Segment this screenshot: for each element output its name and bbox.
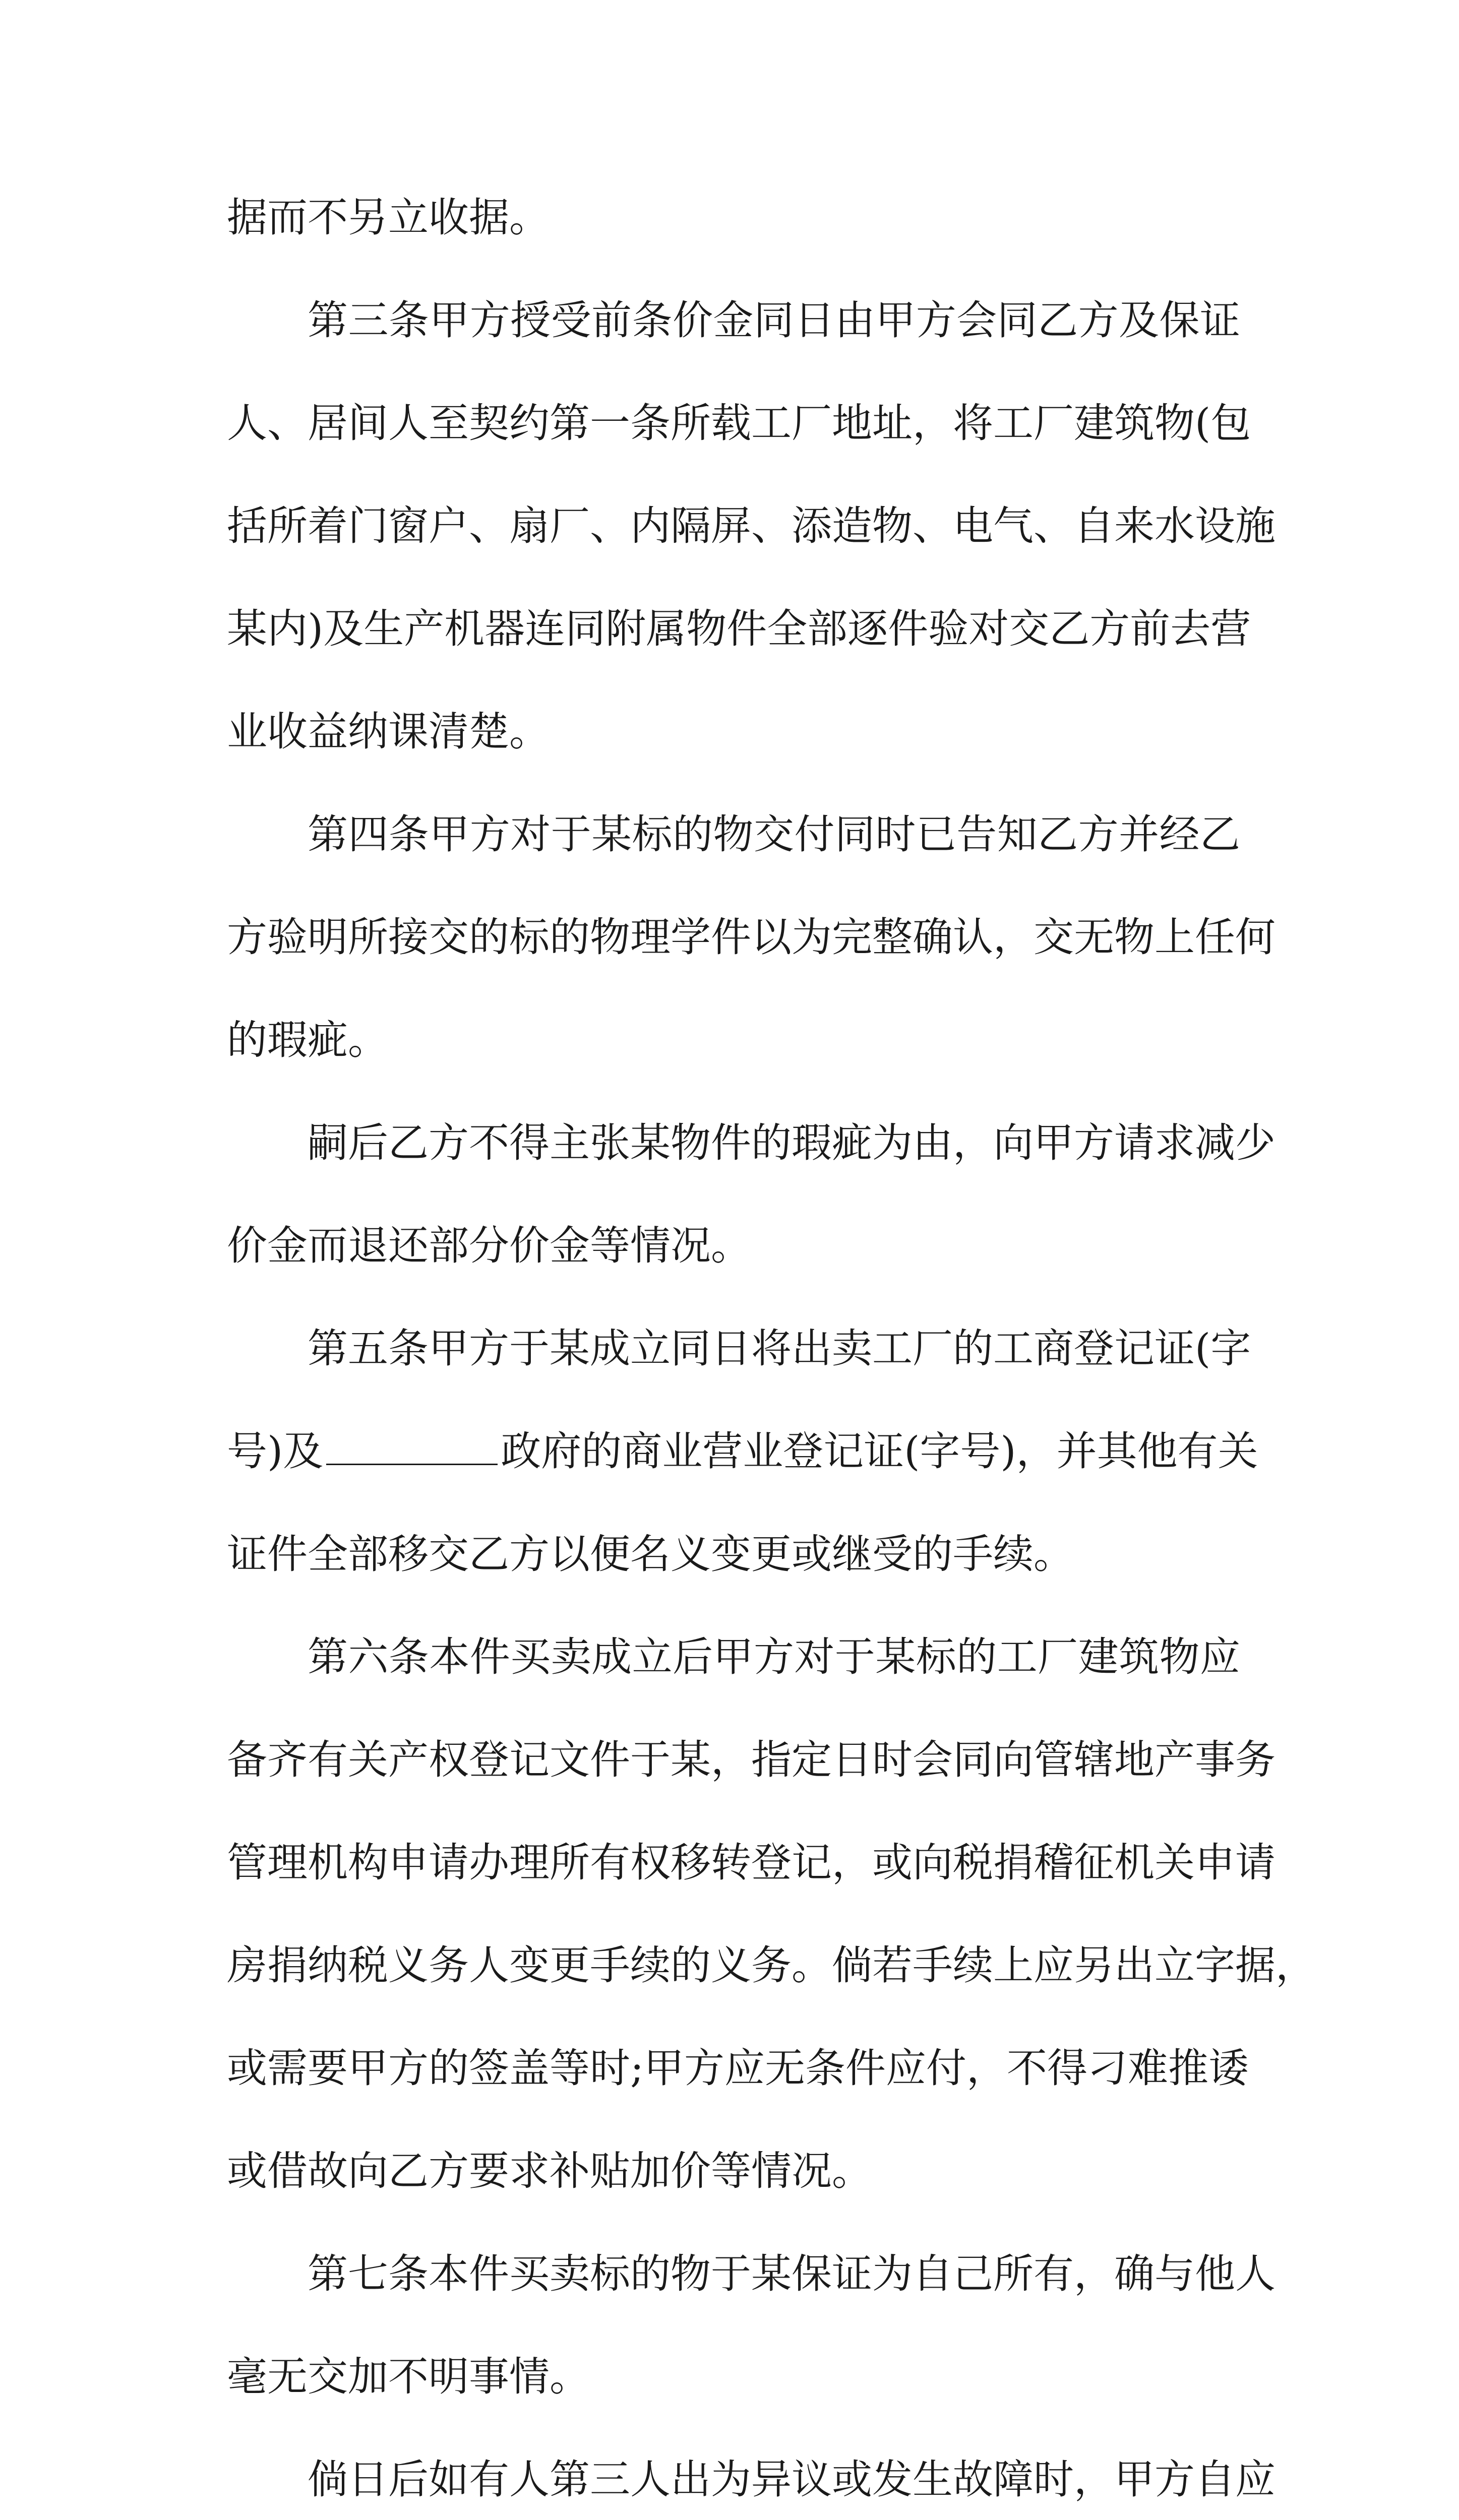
text-line: 嗣后乙方不得主张某物件的瑕疵为由，向甲方请求减少: [308, 1119, 1275, 1166]
text-line: 价金而退还部分价金等情况。: [227, 1222, 751, 1269]
text-line: 倘日后如有人第三人出为异议或发生故障时，甲方自应: [308, 2456, 1275, 2503]
text-line: 的瑕疵。: [227, 1017, 388, 1063]
article-7-line: 第七条本件买卖标的物于某保证为自己所有，确与他人: [308, 2250, 1275, 2297]
article-3-line: 第三条甲方授受前条价金同日由甲方会同乙方及保证: [308, 297, 1240, 344]
fill-in-blank: [326, 1433, 498, 1465]
contract-text-body: [227, 166, 1316, 2520]
text-line: 方验明所接交的标的物理学件以为完整确认，交无物上任何: [227, 914, 1275, 961]
text-segment: 政府的商业营业登记证(字号)，并其他有关: [501, 1428, 1258, 1475]
text-line: 或借故向乙方要求补贴加价等情况。: [227, 2148, 872, 2194]
text-line: 备齐有关产权登记文件于某，指定日时会同向管辖地产事务: [227, 1736, 1275, 1783]
text-line: 业收益纳课清楚。: [227, 708, 550, 755]
text-segment: 号)及: [227, 1428, 324, 1475]
article-5-line: 第五条甲方于某成立同日将出卖工厂的工商登记证(字: [308, 1325, 1251, 1372]
text-line: 或需要甲方的签盖等时;甲方应无条件应付，不得刁难推诿: [227, 2045, 1249, 2092]
article-4-line: 第四条甲方对于某标的物交付同时已告知乙方并经乙: [308, 811, 1240, 858]
article-6-line: 第六条本件买卖成立后甲方对于某标的工厂建筑物应: [308, 1633, 1240, 1680]
text-line: 毫无交加不明事情。: [227, 2353, 590, 2400]
text-line: 据而不另立收据。: [227, 194, 550, 241]
text-line: 括所着门窗户、扇厂、内隔屏、添造物、电气、自来水设施: [227, 502, 1275, 549]
text-line: 人、居间人至契约第一条所载工厂地址，将工厂建筑物(包: [227, 400, 1251, 447]
text-line-with-blank: [227, 1400, 1258, 1503]
text-line: 某内)及生产机器连同附属物件全部逐件验对交乙方前去营: [227, 605, 1251, 652]
text-line: 管理机构申请办理所有权移转登记，或向税捐稽征机关申请: [227, 1839, 1275, 1886]
text-line: 房捐纳税义务人变更手续的义务。倘若手续上应另出立字据，: [227, 1942, 1316, 1989]
text-line: 证件全部移交乙方以便名义变更或继受的手续。: [227, 1531, 1074, 1578]
